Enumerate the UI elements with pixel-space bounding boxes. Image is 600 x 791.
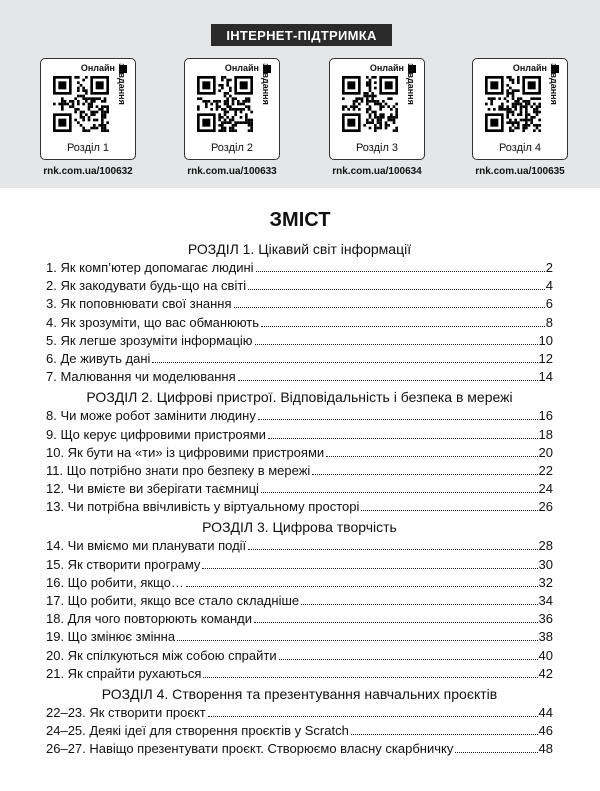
toc-entry[interactable]: [46, 407, 553, 425]
toc-entry[interactable]: [46, 647, 553, 665]
support-link[interactable]: rnk.com.ua/100634: [332, 166, 422, 177]
toc-entry-title: 19. Що змінює змінна: [46, 629, 176, 645]
toc-entry-title: 2. Як закодувати будь-що на світі: [46, 278, 247, 294]
toc-entry-title: 11. Що потрібно знати про безпеку в мережі: [46, 462, 311, 478]
toc-entry-title: 13. Чи потрібна ввічливість у віртуальному просторі: [46, 499, 360, 515]
dot-leader: [312, 474, 537, 475]
toc-entry[interactable]: [46, 277, 553, 295]
toc-page-number: 12: [538, 350, 553, 366]
dot-leader: [152, 362, 537, 363]
toc-entry[interactable]: [46, 574, 553, 592]
toc-entry-title: 8. Чи може робот замінити людину: [46, 408, 256, 424]
toc-entry-title: 3. Як поповнювати свої знання: [46, 296, 232, 312]
section-heading: РОЗДІЛ 3. Цифрова творчість: [202, 519, 397, 536]
section-heading: РОЗДІЛ 2. Цифрові пристрої. Відповідальність і безпека в мережі: [86, 389, 513, 406]
dot-leader: [186, 586, 538, 587]
dot-leader: [455, 752, 537, 753]
dot-leader: [361, 510, 537, 511]
toc-entry-title: 10. Як бути на «ти» із цифровими пристроями: [46, 444, 325, 460]
dot-leader: [208, 716, 538, 717]
toc-entry[interactable]: [46, 295, 553, 313]
toc-entry[interactable]: [46, 462, 553, 480]
qr-code-icon[interactable]: [485, 76, 541, 132]
dot-leader: [279, 659, 538, 660]
toc-entry[interactable]: [46, 480, 553, 498]
toc-page-number: 6: [545, 296, 553, 312]
table-of-contents: [46, 238, 553, 759]
qr-card-section-1[interactable]: [40, 58, 136, 160]
online-support-banner: ІНТЕРНЕТ-ПІДТРИМКА: [211, 24, 392, 46]
tasks-label: завдання: [261, 63, 271, 105]
dot-leader: [351, 734, 538, 735]
toc-entry[interactable]: [46, 722, 553, 740]
toc-entry-title: 26–27. Навіщо презентувати проєкт. Створюємо власну скарбничку: [46, 741, 454, 757]
toc-page-number: 20: [538, 444, 553, 460]
dot-leader: [254, 622, 538, 623]
toc-page-number: 34: [538, 593, 553, 608]
toc-entry[interactable]: [46, 592, 553, 610]
toc-entry-title: 9. Що керує цифровими пристроями: [46, 426, 266, 442]
online-label: Онлайн: [512, 63, 547, 73]
dot-leader: [258, 419, 538, 420]
toc-page-number: 18: [538, 426, 553, 442]
toc-entry-title: 7. Малювання чи моделювання: [46, 369, 236, 385]
toc-entry[interactable]: [46, 704, 553, 722]
toc-entry-title: 22–23. Як створити проєкт: [46, 704, 206, 720]
toc-page-number: 30: [538, 556, 553, 572]
tasks-label: завдання: [117, 63, 127, 105]
toc-page-number: 22: [538, 462, 553, 478]
toc-entry[interactable]: [46, 314, 553, 332]
online-label: Онлайн: [80, 63, 115, 73]
qr-code-icon[interactable]: [342, 76, 398, 132]
dot-leader: [255, 344, 538, 345]
toc-entry-title: 21. Як спрайти рухаються: [46, 665, 202, 681]
dot-leader: [248, 549, 537, 550]
toc-page-number: 14: [538, 369, 553, 385]
toc-entry[interactable]: [46, 665, 553, 683]
online-label: Онлайн: [224, 63, 259, 73]
toc-entry[interactable]: [46, 259, 553, 277]
toc-page-number: 48: [538, 741, 553, 757]
toc-entry-title: 15. Як створити програму: [46, 556, 201, 572]
toc-entry[interactable]: [46, 350, 553, 368]
toc-page-number: 38: [538, 629, 553, 645]
tasks-label: завдання: [406, 63, 416, 105]
dot-leader: [202, 568, 537, 569]
toc-entry-title: 18. Для чого повторюють команди: [46, 611, 252, 627]
toc-entry[interactable]: [46, 556, 553, 574]
section-label: Розділ 1: [66, 142, 110, 154]
toc-entry-title: 14. Чи вміємо ми планувати події: [46, 538, 247, 554]
dot-leader: [326, 456, 537, 457]
dot-leader: [238, 380, 538, 381]
toc-entry[interactable]: [46, 610, 553, 628]
toc-entry[interactable]: [46, 368, 553, 386]
toc-page-number: 16: [538, 408, 553, 424]
toc-page-number: 2: [545, 260, 553, 275]
toc-entry[interactable]: [46, 498, 553, 516]
toc-page-number: 4: [545, 278, 553, 294]
toc-entry[interactable]: [46, 426, 553, 444]
dot-leader: [234, 307, 545, 308]
toc-entry-title: 16. Що робити, якщо…: [46, 574, 184, 590]
toc-entry[interactable]: [46, 444, 553, 462]
toc-page-number: 42: [538, 665, 553, 681]
section-label: Розділ 4: [498, 142, 542, 154]
toc-page-number: 40: [538, 647, 553, 663]
toc-entry[interactable]: [46, 332, 553, 350]
support-link[interactable]: rnk.com.ua/100635: [475, 166, 565, 177]
qr-card-section-3[interactable]: [329, 58, 425, 160]
section-heading: РОЗДІЛ 1. Цікавий світ інформації: [187, 241, 412, 257]
toc-entry-title: 12. Чи вмієте ви зберігати таємниці: [46, 481, 259, 497]
toc-page-number: 44: [538, 704, 553, 720]
toc-page-number: 10: [538, 332, 553, 348]
qr-code-icon[interactable]: [53, 76, 109, 132]
section-label: Розділ 2: [210, 142, 254, 154]
toc-entry[interactable]: [46, 740, 553, 758]
qr-card-section-2[interactable]: [184, 58, 280, 160]
dot-leader: [177, 640, 537, 641]
dot-leader: [268, 438, 538, 439]
toc-entry[interactable]: [46, 628, 553, 646]
toc-page-number: 24: [538, 481, 553, 497]
toc-page-number: 32: [538, 574, 553, 590]
dot-leader: [261, 326, 545, 327]
section-heading: РОЗДІЛ 4. Створення та презентування навчальних проєктів: [101, 685, 498, 702]
toc-page-number: 46: [538, 723, 553, 739]
toc-entry-title: 20. Як спілкуються між собою спрайти: [46, 647, 277, 663]
toc-entry[interactable]: [46, 537, 553, 555]
dot-leader: [248, 289, 545, 290]
support-link[interactable]: rnk.com.ua/100633: [187, 166, 277, 177]
toc-entry-title: 4. Як зрозуміти, що вас обманюють: [46, 314, 260, 330]
online-support-panel: [0, 0, 600, 188]
toc-page-number: 8: [545, 314, 553, 330]
toc-entry-title: 5. Як легше зрозуміти інформацію: [46, 332, 253, 348]
qr-code-icon[interactable]: [197, 76, 253, 132]
dot-leader: [301, 604, 537, 605]
toc-page-number: 26: [538, 499, 553, 515]
section-label: Розділ 3: [355, 142, 399, 154]
toc-page-number: 36: [538, 611, 553, 627]
dot-leader: [256, 271, 545, 272]
dot-leader: [203, 677, 537, 678]
online-label: Онлайн: [369, 63, 404, 73]
toc-entry-title: 1. Як комп’ютер допомагає людині: [46, 260, 254, 275]
support-link[interactable]: rnk.com.ua/100632: [43, 166, 133, 177]
toc-page-number: 28: [538, 538, 553, 554]
page-title: ЗМІСТ: [269, 209, 331, 231]
dot-leader: [261, 492, 538, 493]
toc-entry-title: 6. Де живуть дані: [46, 350, 151, 366]
toc-entry-title: 24–25. Деякі ідеї для створення проєктів у Scratch: [46, 723, 349, 739]
toc-entry-title: 17. Що робити, якщо все стало складніше: [46, 593, 300, 608]
qr-card-section-4[interactable]: [472, 58, 568, 160]
tasks-label: завдання: [549, 63, 559, 105]
